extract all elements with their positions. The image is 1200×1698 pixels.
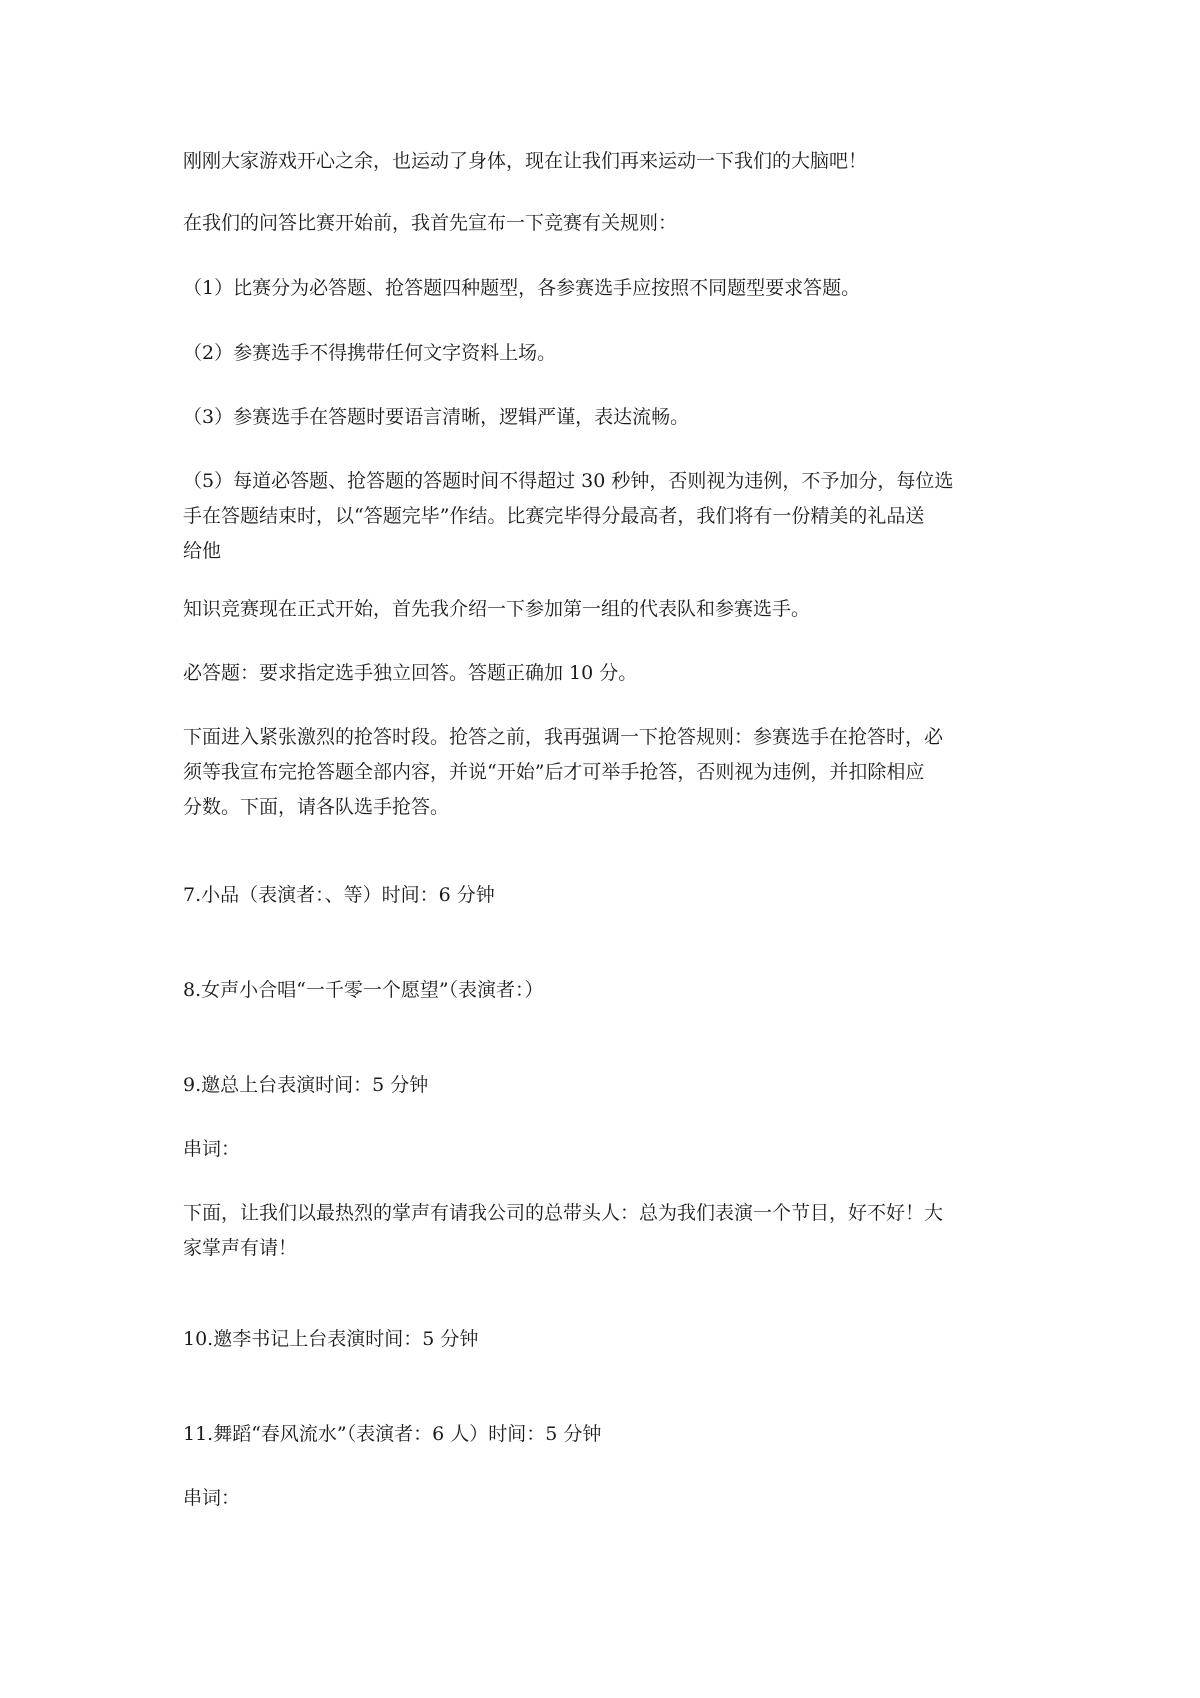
program-item-10: 10.邀李书记上台表演时间：5 分钟	[183, 1328, 479, 1350]
program-item-9: 9.邀总上台表演时间：5 分钟	[183, 1074, 429, 1096]
paragraph-rule-3: （3）参赛选手在答题时要语言清晰，逻辑严谨，表达流畅。	[183, 406, 690, 428]
script-label-2: 串词：	[183, 1487, 241, 1509]
program-item-7: 7.小品（表演者：、等）时间：6 分钟	[183, 884, 495, 906]
paragraph-invite-speech: 下面，让我们以最热烈的掌声有请我公司的总带头人：总为我们表演一个节目，好不好！大 家掌声有请！	[183, 1202, 944, 1259]
program-item-8: 8.女声小合唱“一千零一个愿望”（表演者：）	[183, 979, 544, 1001]
paragraph-quick-answer: 下面进入紧张激烈的抢答时段。抢答之前，我再强调一下抢答规则：参赛选手在抢答时，必 须等我宣布完抢答题全部内容，并说“开始”后才可举手抢答，否则视为违例，并扣除相应 分数。下面，请各队选手抢答。	[183, 726, 944, 818]
paragraph-rule-5: （5）每道必答题、抢答题的答题时间不得超过 30 秒钟，否则视为违例，不予加分，每位选 手在答题结束时，以“答题完毕”作结。比赛完毕得分最高者，我们将有一份精美的礼品送 给他	[183, 470, 954, 562]
paragraph-rule-1: （1）比赛分为必答题、抢答题四种题型，各参赛选手应按照不同题型要求答题。	[183, 277, 861, 299]
paragraph-intro: 刚刚大家游戏开心之余，也运动了身体，现在让我们再来运动一下我们的大脑吧！	[183, 150, 868, 172]
paragraph-competition-start: 知识竞赛现在正式开始，首先我介绍一下参加第一组的代表队和参赛选手。	[183, 598, 811, 620]
program-item-11: 11.舞蹈“春风流水”（表演者：6 人）时间：5 分钟	[183, 1423, 602, 1445]
script-label-1: 串词：	[183, 1138, 241, 1160]
paragraph-required-questions: 必答题：要求指定选手独立回答。答题正确加 10 分。	[183, 662, 638, 684]
paragraph-rule-2: （2）参赛选手不得携带任何文字资料上场。	[183, 342, 557, 364]
paragraph-rules-intro: 在我们的问答比赛开始前，我首先宣布一下竞赛有关规则：	[183, 212, 678, 234]
